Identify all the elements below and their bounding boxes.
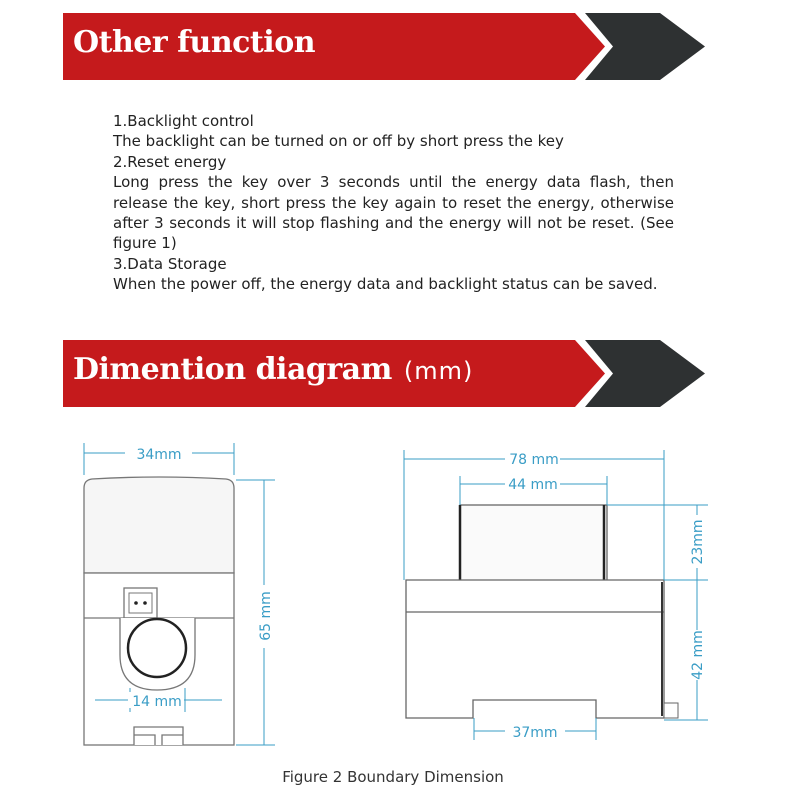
- rail-width-label: 37mm: [512, 725, 558, 741]
- text-line: Long press the key over 3 seconds until the energy data flash, then release the key, short press the key again to reset the energy, otherwise after 3 seconds it will stop flashing and the energy will not be reset. (See figure 1): [113, 173, 674, 253]
- body-height-label: 42 mm: [690, 630, 706, 680]
- text-line: When the power off, the energy data and backlight status can be saved.: [113, 275, 658, 294]
- front-width-label: 34mm: [136, 447, 182, 463]
- top-width-label: 44 mm: [508, 477, 558, 493]
- top-height-label: 23mm: [690, 519, 706, 565]
- unit-label: (mm): [403, 357, 474, 385]
- figure-caption: Figure 2 Boundary Dimension: [282, 768, 504, 786]
- side-width-label: 78 mm: [509, 452, 559, 468]
- section-title: Other function: [73, 25, 316, 60]
- hole-diameter-label: 14 mm: [132, 694, 182, 710]
- front-height-label: 65 mm: [258, 591, 274, 641]
- text-line: The backlight can be turned on or off by short press the key: [113, 132, 564, 151]
- side-view: [406, 505, 678, 718]
- section-title: Dimention diagram (mm): [73, 352, 474, 387]
- text-line: 1.Backlight control: [113, 112, 254, 130]
- text-line: 2.Reset energy: [113, 152, 227, 171]
- text-line: 3.Data Storage: [113, 254, 227, 273]
